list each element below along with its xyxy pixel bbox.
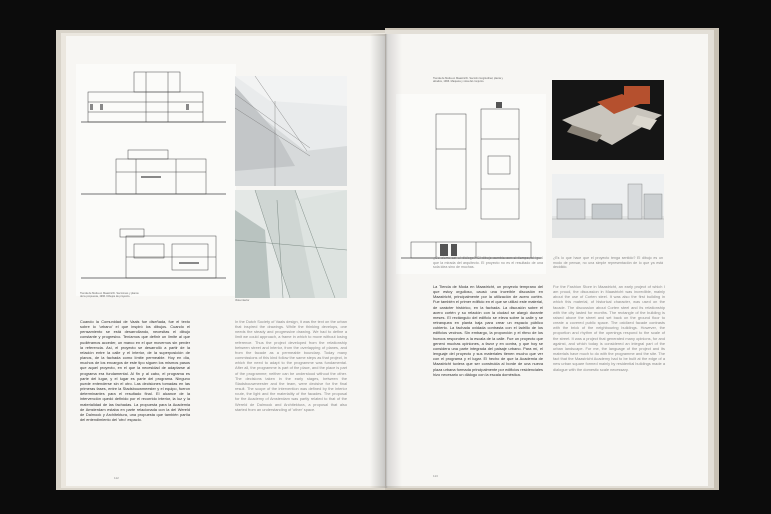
right-page: [386, 34, 708, 486]
intro-text-right: ¿Es lo que hace que el proyecto tenga sentido? El dibujo es un modo de pensar, no una simple representación de lo que ya está decidido.: [553, 256, 663, 270]
intro-text-left: ¿Se cierra así el diálogo? El dibujo cambia con el tiempo, al igual que la mirada del arquitecto. El proyecto no es el resultado de una sola idea sino de muchas.: [433, 256, 543, 270]
body-text-column-right: For the Fashion Store in Maastricht, an early project of which I am proud, the discussion in Maastricht was incredible, mainly about the use of Corten steel. It was also the first building in which this material, of historical character, was used on the facade. The discussion about Corten steel and its relationship with the city lasted for months. The rectangle of the building is raised above the street and set back on the ground floor to create a covered public space. The oxidized facade contrasts with the brick of the neighbouring buildings. However, the proportion and rhythm of the openings respond to the scale of the street. It was a project that generated many opinions, for and against, and which today is considered an integral part of the urban landscape. For me, the language of the project and its materials have much to do with the programme and the site. The fact that the Maastricht Academy had to be built at the edge of a new urban square formed mainly by residential buildings made a dialogue with the domestic scale necessary.: [553, 284, 665, 372]
page-number-left: 112: [114, 476, 119, 480]
drawings-caption: Tienda de Moda en Maastricht. Secciones y planos de la propuesta, 1996. Dibujos de proyecto.: [80, 292, 139, 299]
render-image-top: [235, 76, 347, 186]
book-gutter-shadow: [370, 34, 402, 488]
page-number-right: 113: [433, 474, 438, 478]
body-text-column-left: Cuando la Comunidad de Vaals fue diseñada, fue el texto sobre lo 'urbano' el que inspiró los dibujos. Cuando el pensamiento se está desarrollando, necesitas el dibujo constante y progresivo. Teníamos que definir un límite al que pudiéramos acceder, un marco en el que movernos sin perder la referencia. Así, el proyecto se desarrolló a partir de la relación entre la calle y el interior, de la superposición de planos, de la fachada como límite permeable. Hoy en día, muchos de los encargos de este tipo siguen los mismos pasos que aquel proyecto, en el que la necesidad de adaptarse al programa era fundamental. Al fin y al cabo, el programa es parte del lugar, y el lugar es parte del programa. Ninguno puede entenderse sin el otro. Las decisiones tomadas en las primeras fases, entre la Stadsbouwmeester y el equipo, fueron determinantes para el resultado final. El alcance de la intervención quedó definido por el recorrido interior, la luz y la materialidad de las fachadas. La propuesta para la Academia de Amsterdam estaba en parte relacionada con la del Wereld de Dalmook y Architektura, una propuesta que también partía del entendimiento del 'otro' espacio.: [80, 319, 190, 422]
top-caption: Tienda de Moda en Maastricht. Sección longitudinal, planta y alzados, 1996. Maqueta y vista del conjunto.: [433, 77, 503, 84]
model-photo: [552, 80, 664, 160]
architectural-drawings: [76, 64, 236, 299]
render-caption: Vista interior: [235, 299, 250, 302]
left-page: [66, 36, 385, 486]
render-image-bottom: [235, 190, 347, 298]
plans-sections-drawing: [396, 94, 546, 274]
body-text-column-right: In the Dutch Society of Vaals design, it was the text on the urban that inspired the drawings. While the thinking develops, one needs the steady and progressive drawing. We had to define a limit we could approach, a frame in which to move without losing reference. Thus the project developed from the relationship between street and interior, from the overlapping of planes, and from the facade as a permeable boundary. Today many commissions of this kind follow the same steps as that project, in which the need to adapt to the programme was fundamental. After all, the programme is part of the place, and the place is part of the programme; neither can be understood without the other. The decisions taken in the early stages, between the Stadsbouwmeester and the team, were decisive for the final result. The scope of the intervention was defined by the interior route, the light and the materiality of the facades. The proposal for the Academy of Amsterdam was partly related to that of the Wereld de Dalmook and Architektura, a proposal that also started from an understanding of 'other' space.: [235, 319, 347, 412]
body-text-column-left: La Tienda de Moda en Maastricht, un proyecto temprano del que estoy orgulloso, causó una increíble discusión en Maastricht, principalmente por la utilización de acero cortén. Fue también el primer edificio en el que se utilizó este material, de carácter histórico, en la fachada. La discusión sobre el acero cortén y su relación con la ciudad se alargó durante meses. El rectángulo del edificio se eleva sobre la calle y se retranquea en planta baja para crear un espacio público cubierto. La fachada oxidada contrasta con el ladrillo de los edificios vecinos. Sin embargo, la proporción y el ritmo de los huecos responden a la escala de la calle. Fue un proyecto que generó muchas opiniones, a favor y en contra, y que hoy se considera una parte integrada del paisaje urbano. Para mí, el lenguaje del proyecto y sus materiales tienen mucho que ver con el programa y el lugar. El hecho de que la Academia de Maastricht tuviera que ser construida al borde de una nueva plaza urbana formada principalmente por edificios residenciales hizo necesario un diálogo con la escala doméstica.: [433, 284, 543, 377]
exterior-render: [552, 174, 664, 238]
